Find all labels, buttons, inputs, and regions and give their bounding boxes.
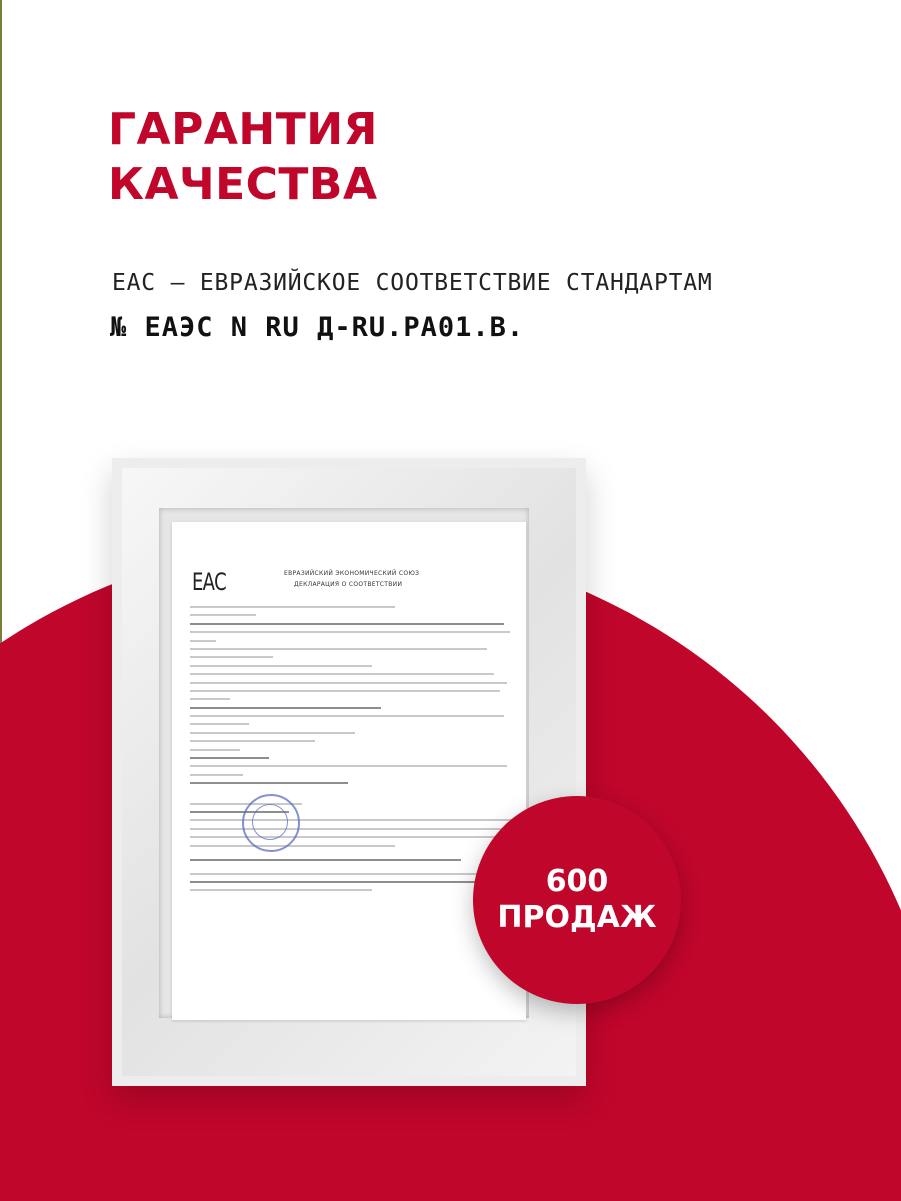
subtitle: EAC – ЕВРАЗИЙСКОЕ СООТВЕТСТВИЕ СТАНДАРТАМ — [112, 270, 713, 296]
certificate-document — [172, 522, 526, 1020]
sales-count: 600 — [545, 864, 609, 899]
title-line-2: КАЧЕСТВА — [108, 159, 378, 210]
sales-badge — [473, 796, 681, 1004]
certificate-stamp — [242, 794, 300, 852]
certificate-header-union: ЕВРАЗИЙСКИЙ ЭКОНОМИЧЕСКИЙ СОЮЗ — [284, 570, 420, 577]
certificate-header-declaration: ДЕКЛАРАЦИЯ О СООТВЕТСТВИИ — [294, 581, 403, 588]
title-line-1: ГАРАНТИЯ — [108, 104, 378, 155]
certificate-frame — [112, 458, 586, 1086]
eac-logo: ЕАС — [192, 568, 227, 596]
registration-number: № ЕАЭС N RU Д-RU.PA01.B. — [110, 312, 525, 343]
sales-label: ПРОДАЖ — [497, 900, 657, 935]
page-title — [108, 102, 378, 212]
certificate-body-text — [190, 606, 520, 898]
